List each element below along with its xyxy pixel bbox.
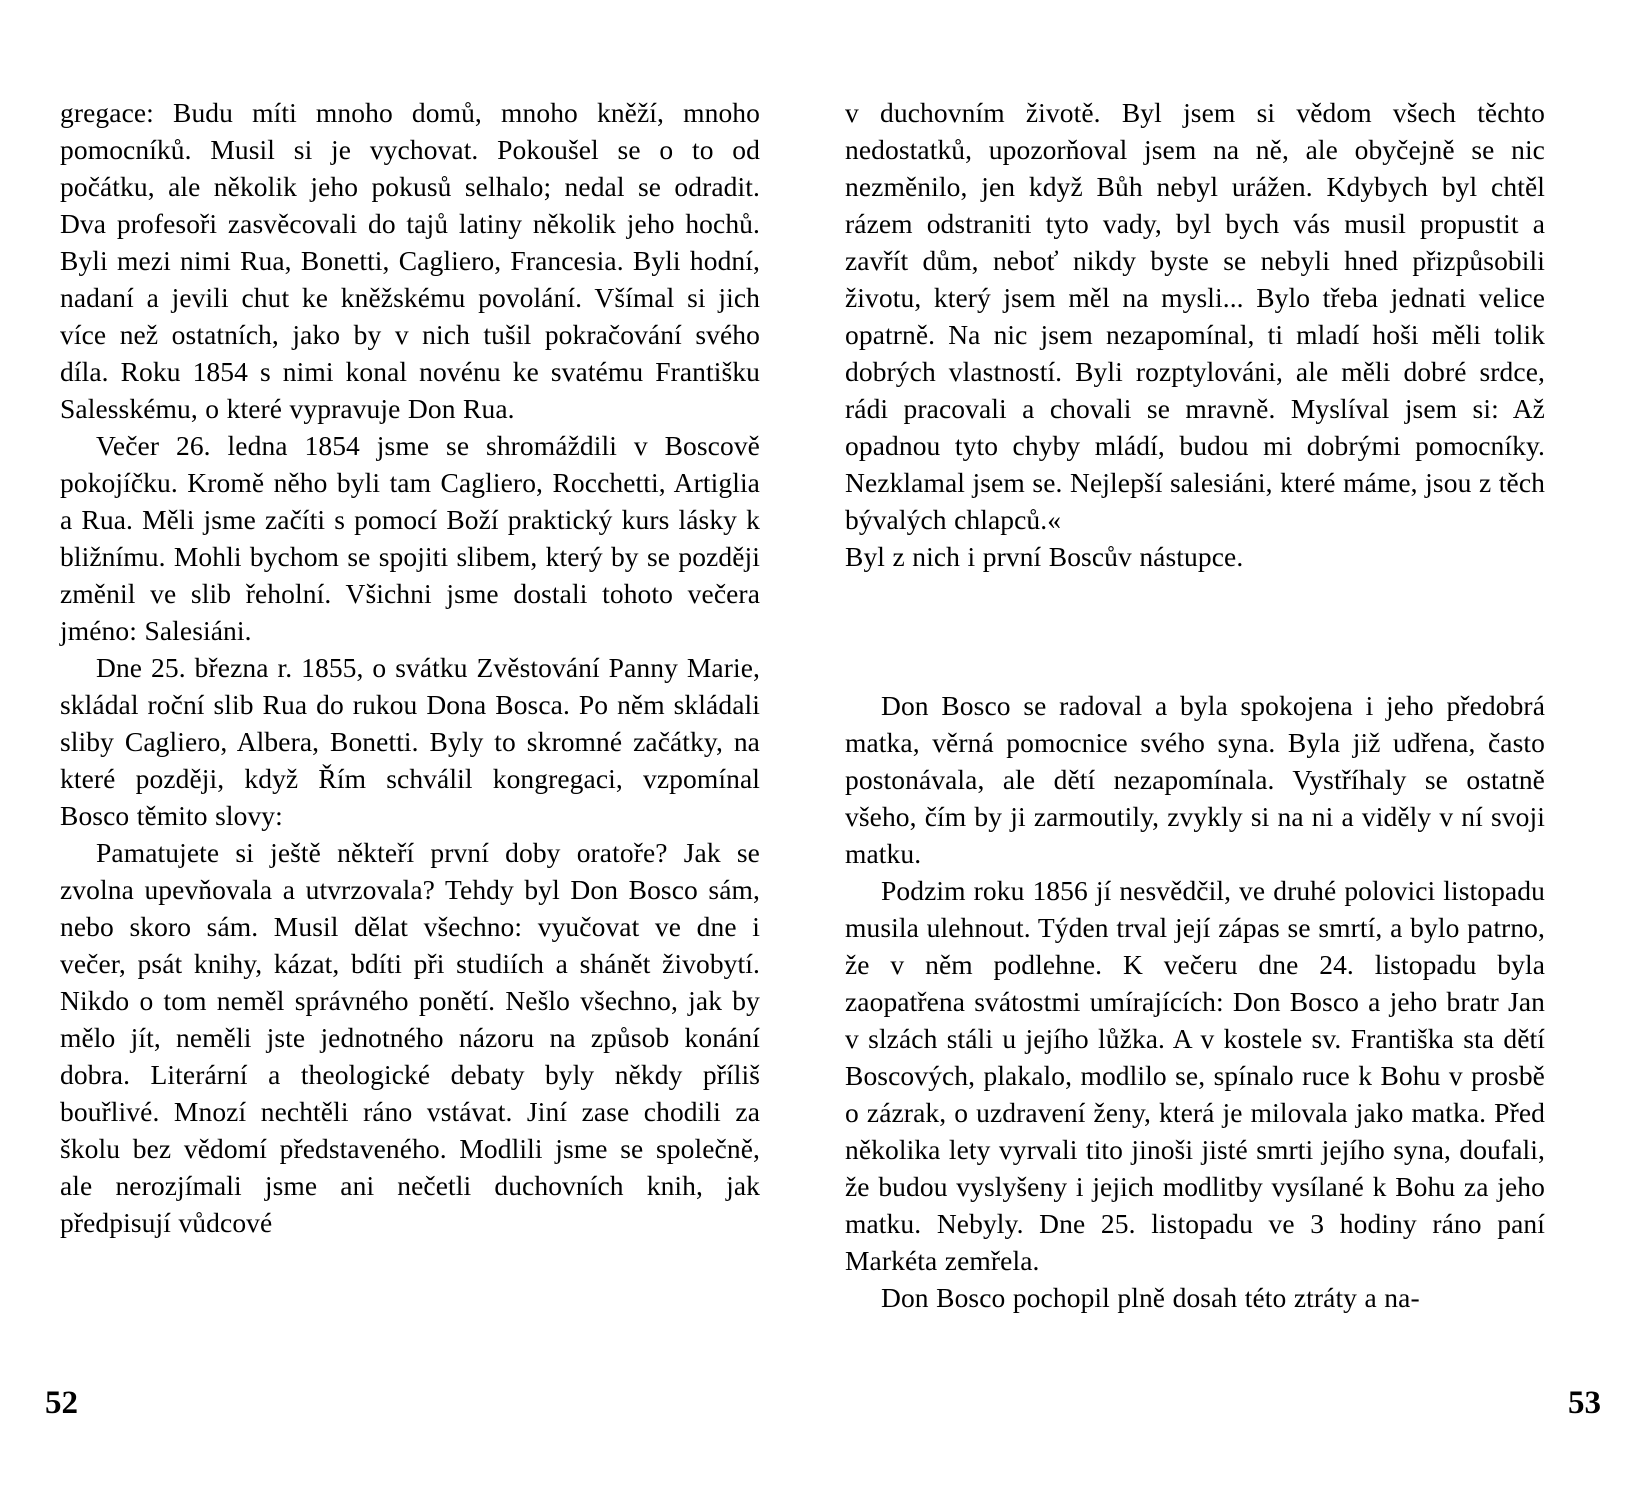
section-break bbox=[845, 576, 1545, 688]
page-number-right: 53 bbox=[1568, 1385, 1601, 1421]
left-page-text-column bbox=[60, 95, 760, 1242]
left-page bbox=[60, 95, 760, 1242]
paragraph: Don Bosco pochopil plně dosah této ztráty a na- bbox=[881, 1281, 1420, 1313]
right-page-text-column bbox=[845, 95, 1545, 1317]
paragraph: Dne 25. března r. 1855, o svátku Zvěstování Panny Marie, skládal roční slib Rua do rukou Dona Bosca. Po něm skládali sliby Cagliero, Albera, Bonetti. Byly to skromné začátky, na které později, když Řím schválil kongregaci, vzpomínal Bosco těmito slovy: bbox=[60, 651, 760, 831]
paragraph: Don Bosco se radoval a byla spokojena i jeho předobrá matka, věrná pomocnice svého syna. Byla již udřena, často postonávala, ale dětí nezapomínala. Vystříhaly se ostatně všeho, čím by ji zarmoutily, zvykly si na ni a viděly v ní svoji matku. bbox=[845, 689, 1545, 869]
paragraph: v duchovním životě. Byl jsem si vědom všech těchto nedostatků, upozorňoval jsem na ně, ale obyčejně se nic nezměnilo, jen když Bůh nebyl urážen. Kdybych byl chtěl rázem odstraniti tyto vady, byl bych vás musil propustit a zavřít dům, neboť nikdy byste se nebyli hned přizpůsobili životu, který jsem měl na mysli... Bylo třeba jednati velice opatrně. Na nic jsem nezapomínal, ti mladí hoši měli tolik dobrých vlastností. Byli rozptylováni, ale měli dobré srdce, rádi pracovali a chovali se mravně. Myslíval jsem si: Až opadnou tyto chyby mládí, budou mi dobrými pomocníky. Nezklamal jsem se. Nejlepší salesiáni, které máme, jsou z těch bývalých chlapců.« bbox=[845, 97, 1545, 535]
paragraph: Podzim roku 1856 jí nesvědčil, ve druhé polovici listopadu musila ulehnout. Týden trval její zápas se smrtí, a bylo patrno, že v něm podlehne. K večeru dne 24. listopadu byla zaopatřena svátostmi umírajících: Don Bosco a jeho bratr Jan v slzách stáli u jejího lůžka. A v kostele sv. Františka sta dětí Boscových, plakalo, modlilo se, spínalo ruce k Bohu v prosbě o zázrak, o uzdravení ženy, která je milovala jako matka. Před několika lety vyrvali tito jinoši jisté smrti jejího syna, doufali, že budou vyslyšeny i jejich modlitby vysílané k Bohu za jeho matku. Nebyly. Dne 25. listopadu ve 3 hodiny ráno paní Markéta zemřela. bbox=[845, 874, 1545, 1276]
page-number-left: 52 bbox=[45, 1385, 78, 1421]
paragraph: Večer 26. ledna 1854 jsme se shromáždili v Boscově pokojíčku. Kromě něho byli tam Cagliero, Rocchetti, Artiglia a Rua. Měli jsme začíti s pomocí Boží praktický kurs lásky k bližnímu. Mohli bychom se spojiti slibem, který by se později změnil ve slib řeholní. Všichni jsme dostali tohoto večera jméno: Salesiáni. bbox=[60, 429, 760, 646]
right-page bbox=[845, 95, 1545, 1317]
paragraph: Byl z nich i první Boscův nástupce. bbox=[845, 540, 1244, 572]
paragraph: Pamatujete si ještě někteří první doby oratoře? Jak se zvolna upevňovala a utvrzovala? Tehdy byl Don Bosco sám, nebo skoro sám. Musil dělat všechno: vyučovat ve dne i večer, psát knihy, kázat, bdíti při studiích a shánět živobytí. Nikdo o tom neměl správného ponětí. Nešlo všechno, jak by mělo jít, neměli jste jednotného názoru na způsob konání dobra. Literární a theologické debaty byly někdy příliš bouřlivé. Mnozí nechtěli ráno vstávat. Jiní zase chodili za školu bez vědomí představeného. Modlili jsme se společně, ale nerozjímali jsme ani nečetli duchovních knih, jak předpisují vůdcové bbox=[60, 836, 760, 1238]
paragraph: gregace: Budu míti mnoho domů, mnoho kněží, mnoho pomocníků. Musil si je vychovat. Pokoušel se o to od počátku, ale několik jeho pokusů selhalo; nedal se odradit. Dva profesoři zasvěcovali do tajů latiny několik jeho hochů. Byli mezi nimi Rua, Bonetti, Cagliero, Francesia. Byli hodní, nadaní a jevili chut ke kněžskému povolání. Všímal si jich více než ostatních, jako by v nich tušil pokračování svého díla. Roku 1854 s nimi konal novénu ke svatému Františku Salesskému, o které vypravuje Don Rua. bbox=[60, 97, 760, 424]
